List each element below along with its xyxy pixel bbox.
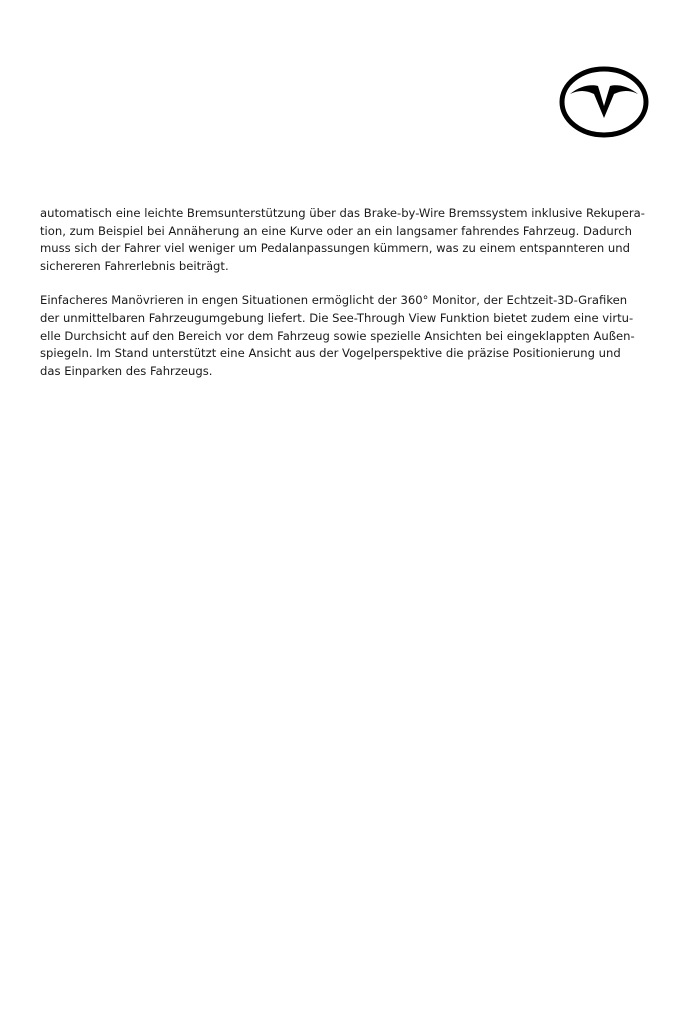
mazda-logo-icon <box>558 64 650 140</box>
text-line: elle Durchsicht auf den Bereich vor dem Fahrzeug sowie spezielle Ansichten bei eingeklappten Außen- <box>40 328 635 343</box>
paragraph-braking <box>40 205 645 275</box>
text-line: automatisch eine leichte Bremsunterstützung über das Brake-by-Wire Bremssystem inklusive Rekupera- <box>40 206 645 220</box>
text-line: sichereren Fahrerlebnis beiträgt. <box>40 258 229 273</box>
text-line: spiegeln. Im Stand unterstützt eine Ansicht aus der Vogelperspektive die präzise Positionierung und <box>40 346 621 361</box>
text-line: das Einparken des Fahrzeugs. <box>40 363 213 378</box>
paragraph-360-monitor <box>40 292 638 380</box>
text-line: der unmittelbaren Fahrzeugumgebung liefert. Die See-Through View Funktion bietet zudem eine virtu- <box>40 310 634 325</box>
body-text <box>40 205 645 380</box>
text-line: Einfacheres Manövrieren in engen Situationen ermöglicht der 360° Monitor, der Echtzeit-3D-Grafiken <box>40 293 628 308</box>
text-line: tion, zum Beispiel bei Annäherung an eine Kurve oder an ein langsamer fahrendes Fahrzeug. Dadurch <box>40 223 633 238</box>
text-line: muss sich der Fahrer viel weniger um Pedalanpassungen kümmern, was zu einem entspannteren und <box>40 241 630 256</box>
